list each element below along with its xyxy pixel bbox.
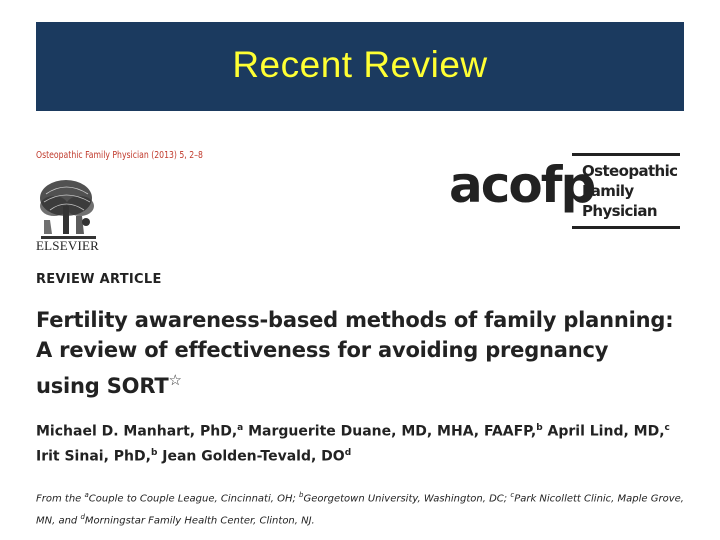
affiliation-text: Georgetown University, Washington, DC; <box>303 493 511 505</box>
affiliation-mark: b <box>299 491 304 499</box>
journal-citation: Osteopathic Family Physician (2013) 5, 2–8 <box>36 150 203 161</box>
affiliation-mark: d <box>80 513 85 522</box>
author-list <box>36 418 686 467</box>
slide-title: Recent Review <box>232 43 488 85</box>
author-name: Irit Sinai, PhD, <box>36 448 151 465</box>
acofp-logo: acofp <box>449 156 595 214</box>
journal-name-line: Physician <box>582 202 657 220</box>
article-title <box>36 305 676 401</box>
author-affiliation-mark: b <box>150 447 158 458</box>
journal-name-block <box>572 153 680 229</box>
article-type-label: REVIEW ARTICLE <box>36 272 162 287</box>
author-name: April Lind, MD, <box>547 423 665 440</box>
author-affiliation-mark: c <box>664 423 670 433</box>
journal-name-line: Family <box>582 182 634 200</box>
author-affiliation-mark: d <box>344 447 352 458</box>
article-title-line: using SORT <box>36 374 169 398</box>
affiliation-text: Morningstar Family Health Center, Clinton, NJ. <box>84 515 315 527</box>
author-name: Michael D. Manhart, PhD, <box>36 423 238 440</box>
journal-name-line: Osteopathic <box>582 162 678 180</box>
affiliation-mark: a <box>84 491 89 499</box>
article-title-line: A review of effectiveness for avoiding pregnancy <box>36 338 609 362</box>
affiliations <box>36 486 696 531</box>
author-name: Jean Golden-Tevald, DO <box>162 448 345 465</box>
footnote-star-icon: ☆ <box>168 371 182 389</box>
article-title-line: Fertility awareness-based methods of family planning: <box>36 308 674 332</box>
affiliation-prefix: From the <box>36 493 85 505</box>
author-name: Marguerite Duane, MD, MHA, FAAFP, <box>248 423 537 440</box>
author-affiliation-mark: b <box>536 423 543 433</box>
elsevier-wordmark: ELSEVIER <box>36 238 99 253</box>
author-affiliation-mark: a <box>237 423 244 433</box>
affiliation-text: Couple to Couple League, Cincinnati, OH; <box>88 493 300 505</box>
slide-title-bar <box>36 22 684 111</box>
affiliation-mark: c <box>510 491 515 499</box>
affiliation-text: Park Nicollett Clinic, Maple Grove, MN, and <box>36 493 684 527</box>
